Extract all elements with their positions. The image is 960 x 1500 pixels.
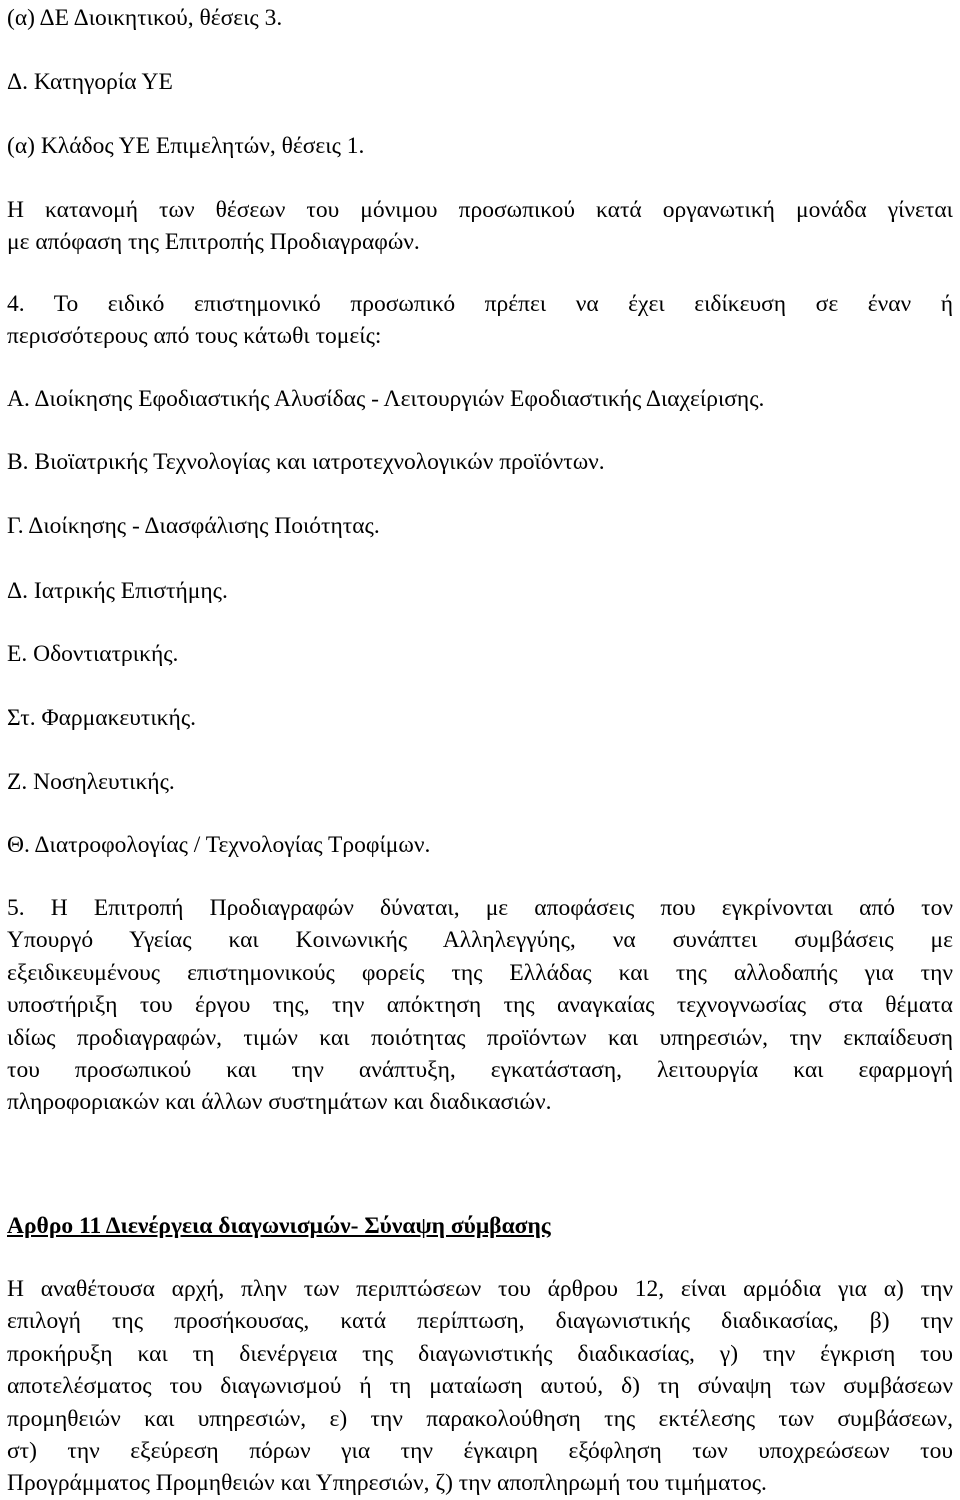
- list-item: Ζ. Νοσηλευτικής.: [7, 769, 175, 795]
- article-heading: Αρθρο 11 Διενέργεια διαγωνισμών- Σύναψη σύμβασης: [7, 1213, 551, 1239]
- paragraph-line: υποστήριξη του έργου της, την απόκτηση της αναγκαίας τεχνογνωσίας στα θέματα: [7, 992, 953, 1019]
- paragraph-line: περισσότερους από τους κάτωθι τομείς:: [7, 323, 382, 350]
- paragraph-line: ιδίως προδιαγραφών, τιμών και ποιότητας προϊόντων και υπηρεσιών, την εκπαίδευση: [7, 1024, 953, 1051]
- paragraph-line: εξειδικευμένους επιστημονικούς φορείς της Ελλάδας και της αλλοδαπής για την: [7, 959, 953, 986]
- list-item: Ε. Οδοντιατρικής.: [7, 641, 179, 667]
- paragraph-line: με απόφαση της Επιτροπής Προδιαγραφών.: [7, 229, 420, 256]
- list-item: Δ. Ιατρικής Επιστήμης.: [7, 578, 228, 604]
- paragraph-article-11: [7, 1273, 953, 1500]
- list-item: Γ. Διοίκησης - Διασφάλισης Ποιότητας.: [7, 513, 380, 539]
- paragraph-line: 5. Η Επιτροπή Προδιαγραφών δύναται, με αποφάσεις που εγκρίνονται από τον: [7, 895, 953, 921]
- paragraph-line: αποτελέσματος του διαγωνισμού ή τη ματαίωση αυτού, δ) τη σύναψη των συμβάσεων: [7, 1373, 953, 1400]
- list-item: Στ. Φαρμακευτικής.: [7, 705, 196, 731]
- paragraph-line: Η κατανομή των θέσεων του μόνιμου προσωπικού κατά οργανωτική μονάδα γίνεται: [7, 197, 953, 223]
- paragraph-item-4: [7, 288, 953, 353]
- paragraph-line: πληροφοριακών και άλλων συστημάτων και διαδικασιών.: [7, 1089, 552, 1116]
- paragraph-allocation: [7, 194, 953, 259]
- line-klados-ye: (α) Κλάδος ΥΕ Επιμελητών, θέσεις 1.: [7, 133, 365, 159]
- paragraph-line: προμηθειών και υπηρεσιών, ε) την παρακολούθηση της εκτέλεσης των συμβάσεων,: [7, 1405, 953, 1432]
- list-item: Θ. Διατροφολογίας / Τεχνολογίας Τροφίμων.: [7, 832, 431, 858]
- paragraph-line: προκήρυξη και τη διενέργεια της διαγωνιστικής διαδικασίας, γ) την έγκριση του: [7, 1340, 953, 1367]
- list-item: Β. Βιοϊατρικής Τεχνολογίας και ιατροτεχνολογικών προϊόντων.: [7, 449, 605, 475]
- paragraph-line: Υπουργό Υγείας και Κοινωνικής Αλληλεγγύης, να συνάπτει συμβάσεις με: [7, 927, 953, 954]
- paragraph-line: Η αναθέτουσα αρχή, πλην των περιπτώσεων του άρθρου 12, είναι αρμόδια για α) την: [7, 1276, 953, 1302]
- paragraph-line: επιλογή της προσήκουσας, κατά περίπτωση, διαγωνιστικής διαδικασίας, β) την: [7, 1308, 953, 1335]
- list-item: Α. Διοίκησης Εφοδιαστικής Αλυσίδας - Λειτουργιών Εφοδιαστικής Διαχείρισης.: [7, 386, 765, 412]
- line-category-ye: Δ. Κατηγορία ΥΕ: [7, 69, 173, 95]
- paragraph-line: του προσωπικού και την ανάπτυξη, εγκατάσταση, λειτουργία και εφαρμογή: [7, 1057, 953, 1084]
- paragraph-line: στ) την εξεύρεση πόρων για την έγκαιρη εξόφληση των υποχρεώσεων του: [7, 1438, 953, 1465]
- paragraph-line: Προγράμματος Προμηθειών και Υπηρεσιών, ζ) την αποπληρωμή του τιμήματος.: [7, 1470, 767, 1497]
- paragraph-item-5: [7, 892, 953, 1119]
- paragraph-line: 4. Το ειδικό επιστημονικό προσωπικό πρέπει να έχει ειδίκευση σε έναν ή: [7, 291, 953, 317]
- line-de-dioikitikou: (α) ΔΕ Διοικητικού, θέσεις 3.: [7, 5, 283, 31]
